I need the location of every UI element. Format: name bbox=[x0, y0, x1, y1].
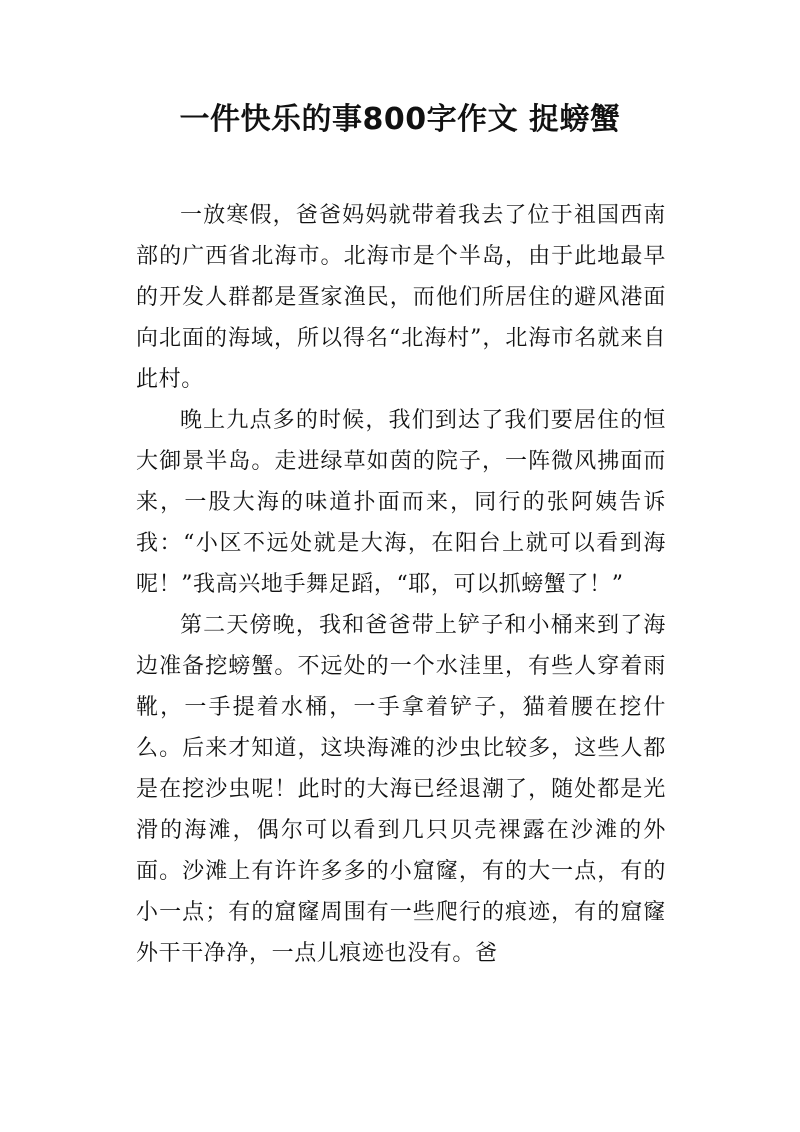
paragraph-3: 第二天傍晚，我和爸爸带上铲子和小桶来到了海边准备挖螃蟹。不远处的一个水洼里，有些人穿着雨靴，一手提着水桶，一手拿着铲子，猫着腰在挖什么。后来才知道，这块海滩的沙虫比较多，这些人都是在挖沙虫呢！此时的大海已经退潮了，随处都是光滑的海滩，偶尔可以看到几只贝壳裸露在沙滩的外面。沙滩上有许许多多的小窟窿，有的大一点，有的小一点；有的窟窿周围有一些爬行的痕迹，有的窟窿外干干净净，一点儿痕迹也没有。爸 bbox=[136, 613, 666, 966]
paragraph-1: 一放寒假，爸爸妈妈就带着我去了位于祖国西南部的广西省北海市。北海市是个半岛，由于此地最早的开发人群都是疍家渔民，而他们所居住的避风港面向北面的海域，所以得名“北海村”，北海市名就来自此村。 bbox=[136, 203, 666, 392]
document-body bbox=[136, 195, 666, 974]
paragraph-2: 晚上九点多的时候，我们到达了我们要居住的恒大御景半岛。走进绿草如茵的院子，一阵微风拂面而来，一股大海的味道扑面而来，同行的张阿姨告诉我：“小区不远处就是大海，在阳台上就可以看到海呢！”我高兴地手舞足蹈，“耶，可以抓螃蟹了！” bbox=[136, 408, 666, 597]
document-title: 一件快乐的事800字作文 捉螃蟹 bbox=[179, 102, 621, 137]
